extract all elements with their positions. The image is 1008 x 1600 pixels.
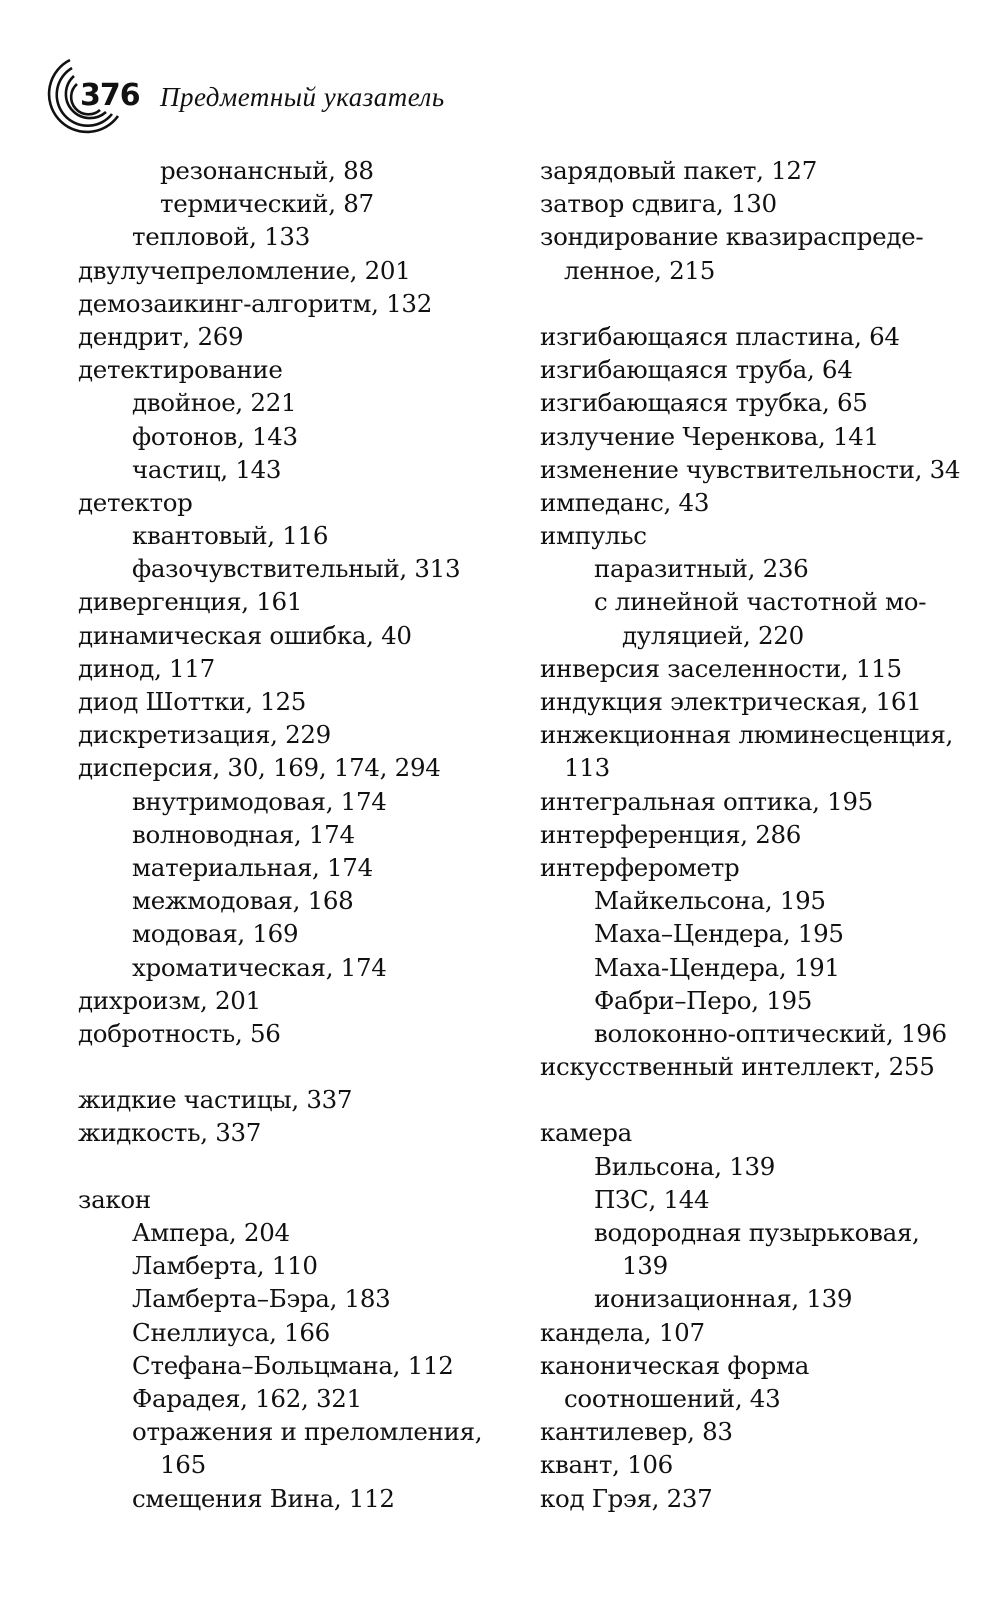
index-entry: инверсия заселенности, 115 xyxy=(540,653,902,683)
index-spacer xyxy=(540,287,970,320)
index-entry: фазочувствительный, 313 xyxy=(132,554,461,584)
index-entry: 113 xyxy=(564,753,610,783)
index-entry: соотношений, 43 xyxy=(564,1383,781,1413)
index-entry: 165 xyxy=(160,1450,206,1480)
index-entry: термический, 87 xyxy=(160,189,374,219)
index-entry: демозаикинг-алгоритм, 132 xyxy=(78,288,432,318)
index-entry: Стефана–Больцмана, 112 xyxy=(132,1350,454,1380)
index-entry: затвор сдвига, 130 xyxy=(540,189,777,219)
index-entry: дихроизм, 201 xyxy=(78,985,261,1015)
index-entry: межмодовая, 168 xyxy=(132,886,354,916)
index-entry: 139 xyxy=(622,1251,668,1281)
index-entry: код Грэя, 237 xyxy=(540,1483,713,1513)
index-entry: дискретизация, 229 xyxy=(78,720,331,750)
index-entry: изменение чувствительности, 34 xyxy=(540,454,961,484)
index-entry: квантовый, 116 xyxy=(132,521,329,551)
index-entry: Ламберта–Бэра, 183 xyxy=(132,1284,391,1314)
index-entry: отражения и преломления, xyxy=(132,1417,483,1447)
index-entry: зарядовый пакет, 127 xyxy=(540,156,817,185)
index-entry: камера xyxy=(540,1118,632,1148)
index-entry: каноническая форма xyxy=(540,1350,810,1380)
index-entry: двойное, 221 xyxy=(132,388,297,418)
index-entry: ПЗС, 144 xyxy=(594,1184,710,1214)
index-entry: детектирование xyxy=(78,355,283,385)
index-entry: импеданс, 43 xyxy=(540,487,710,517)
page-header xyxy=(40,54,940,138)
index-entry: импульс xyxy=(540,521,647,551)
index-entry: излучение Черенкова, 141 xyxy=(540,421,879,451)
index-entry: интерференция, 286 xyxy=(540,819,802,849)
index-entry: паразитный, 236 xyxy=(594,554,809,584)
index-entry: с линейной частотной мо- xyxy=(594,587,927,617)
index-entry: частиц, 143 xyxy=(132,454,282,484)
index-entry: внутримодовая, 174 xyxy=(132,786,387,816)
index-entry: дуляцией, 220 xyxy=(622,620,804,650)
index-entry: кандела, 107 xyxy=(540,1317,705,1347)
index-entry: материальная, 174 xyxy=(132,852,373,882)
index-entry: тепловой, 133 xyxy=(132,222,311,252)
index-entry: хроматическая, 174 xyxy=(132,952,387,982)
index-entry: закон xyxy=(78,1184,151,1214)
index-entry: индукция электрическая, 161 xyxy=(540,687,922,716)
index-column-right xyxy=(540,154,970,1515)
index-entry: искусственный интеллект, 255 xyxy=(540,1052,935,1082)
index-entry: резонансный, 88 xyxy=(160,156,374,185)
index-entry: волоконно-оптический, 196 xyxy=(594,1018,947,1048)
index-entry: дендрит, 269 xyxy=(78,321,244,351)
index-entry: водородная пузырьковая, xyxy=(594,1218,920,1247)
index-entry: диод Шоттки, 125 xyxy=(78,687,307,716)
index-entry: инжекционная люминесценция, xyxy=(540,720,953,750)
index-entry: дивергенция, 161 xyxy=(78,587,303,617)
index-entry: Майкельсона, 195 xyxy=(594,886,826,916)
index-entry: Вильсона, 139 xyxy=(594,1151,776,1181)
running-title: Предметный указатель xyxy=(160,82,445,112)
index-entry: интерферометр xyxy=(540,852,740,882)
index-entry: волноводная, 174 xyxy=(132,819,355,849)
index-entry: детектор xyxy=(78,487,193,517)
index-entry: двулучепреломление, 201 xyxy=(78,255,411,285)
index-entry: кантилевер, 83 xyxy=(540,1417,733,1447)
index-entry: Фарадея, 162, 321 xyxy=(132,1383,362,1413)
index-spacer xyxy=(540,1083,970,1116)
index-entry: модовая, 169 xyxy=(132,919,299,949)
index-entry: изгибающаяся трубка, 65 xyxy=(540,388,868,418)
index-column-left xyxy=(78,154,508,1515)
index-entry: изгибающаяся пластина, 64 xyxy=(540,321,900,351)
index-entry: Фабри–Перо, 195 xyxy=(594,985,813,1015)
index-entry: интегральная оптика, 195 xyxy=(540,786,873,816)
index-entry: Маха-Цендера, 191 xyxy=(594,952,840,982)
index-entry: динод, 117 xyxy=(78,653,215,683)
index-entry: фотонов, 143 xyxy=(132,421,298,451)
index-entry: изгибающаяся труба, 64 xyxy=(540,355,853,385)
index-entry: Снеллиуса, 166 xyxy=(132,1317,330,1347)
index-entry: Маха–Цендера, 195 xyxy=(594,919,844,949)
page-number: 376 xyxy=(80,78,140,113)
index-entry: квант, 106 xyxy=(540,1450,673,1480)
index-entry: смещения Вина, 112 xyxy=(132,1483,395,1513)
index-entry: жидкость, 337 xyxy=(78,1118,262,1148)
index-entry: Ампера, 204 xyxy=(132,1218,290,1247)
index-entry: динамическая ошибка, 40 xyxy=(78,620,412,650)
index-entry: ленное, 215 xyxy=(564,255,716,285)
index-spacer xyxy=(78,1050,508,1083)
index-entry: жидкие частицы, 337 xyxy=(78,1085,353,1115)
index-entry: добротность, 56 xyxy=(78,1018,281,1048)
index-entry: дисперсия, 30, 169, 174, 294 xyxy=(78,753,441,783)
index-entry: зондирование квазираспреде- xyxy=(540,222,924,252)
index-spacer xyxy=(78,1150,508,1183)
index-entry: ионизационная, 139 xyxy=(594,1284,853,1314)
index-entry: Ламберта, 110 xyxy=(132,1251,318,1281)
